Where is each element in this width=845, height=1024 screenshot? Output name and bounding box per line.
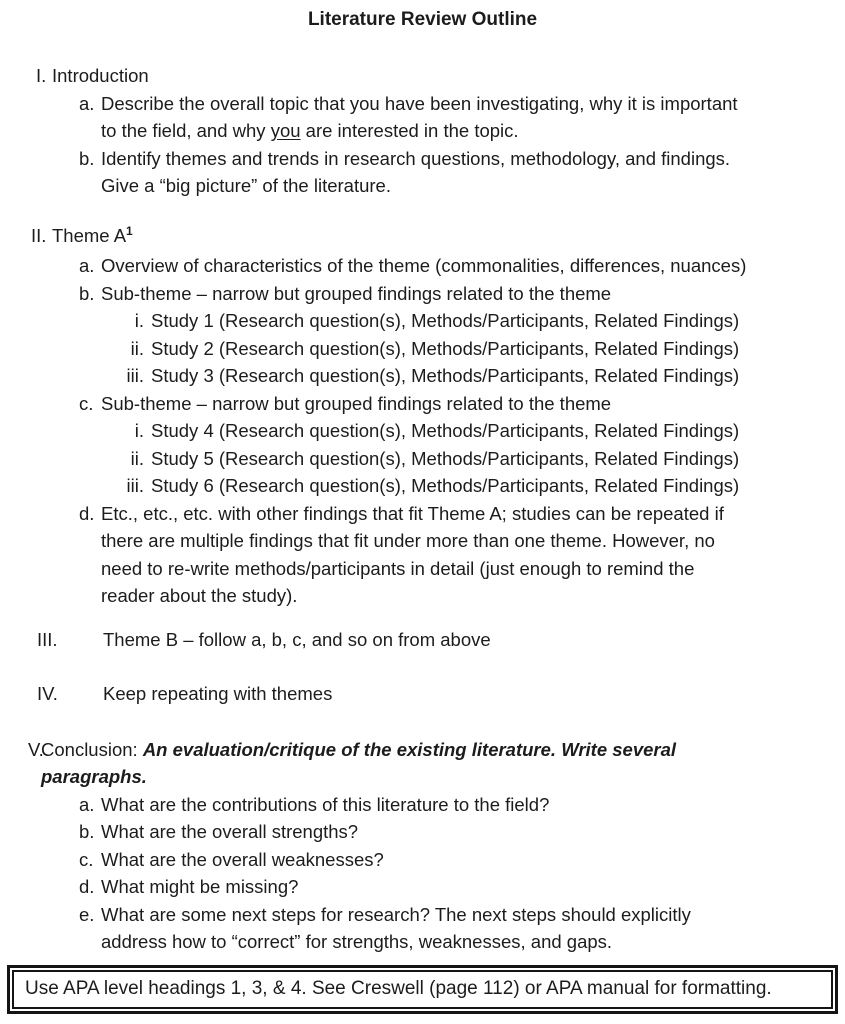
footer-note-box xyxy=(7,965,838,1014)
outline-item-I-a-cont xyxy=(0,117,845,145)
outline-item-II-b-i xyxy=(0,307,845,335)
outline-text: Describe the overall topic that you have been investigating, why it is important xyxy=(101,92,738,114)
outline-text: Give a “big picture” of the literature. xyxy=(101,175,391,196)
outline-text: Etc., etc., etc. with other findings that fit Theme A; studies can be repeated if xyxy=(101,502,724,524)
outline-item-II-b-ii xyxy=(0,335,845,363)
list-marker-III: III. xyxy=(37,628,58,650)
outline-item-II-b-iii xyxy=(0,362,845,390)
footer-note-text: Use APA level headings 1, 3, & 4. See Creswell (page 112) or APA manual for formatting. xyxy=(25,977,772,999)
list-marker-ii: ii. xyxy=(130,337,144,359)
outline-heading-IV: Keep repeating with themes xyxy=(103,683,333,704)
outline-text: Study 5 (Research question(s), Methods/Participants, Related Findings) xyxy=(151,447,740,469)
list-marker-iii: iii. xyxy=(126,365,144,386)
footnote-superscript: 1 xyxy=(126,223,133,238)
list-marker-a: a. xyxy=(79,793,95,815)
list-marker-V: V. xyxy=(28,738,44,760)
outline-text: Study 2 (Research question(s), Methods/Participants, Related Findings) xyxy=(151,337,740,359)
outline-text: What are the contributions of this literature to the field? xyxy=(101,793,550,815)
outline-item-II-c-iii xyxy=(0,472,845,500)
outline-text: Study 6 (Research question(s), Methods/Participants, Related Findings) xyxy=(151,475,740,496)
list-marker-b: b. xyxy=(79,821,95,842)
outline-item-V-d xyxy=(0,873,845,901)
outline-item-II-c-i xyxy=(0,417,845,445)
list-marker-i: i. xyxy=(134,420,144,441)
document-title: Literature Review Outline xyxy=(307,9,538,30)
emphasized-text: An evaluation/critique of the existing literature. Write several xyxy=(142,738,677,760)
outline-text: What are the overall weaknesses? xyxy=(101,848,384,870)
outline-item-V-cont xyxy=(0,763,845,791)
outline-item-II-c xyxy=(0,390,845,418)
outline-item-II-d-cont xyxy=(0,555,845,583)
list-marker-IV: IV. xyxy=(37,683,58,704)
outline-item-V-c xyxy=(0,846,845,874)
list-marker-a: a. xyxy=(79,255,95,276)
outline-text: there are multiple findings that fit under more than one theme. However, no xyxy=(101,530,715,551)
outline-item-II-d xyxy=(0,500,845,528)
list-marker-II: II. xyxy=(31,224,47,246)
list-marker-ii: ii. xyxy=(130,447,144,469)
list-marker-b: b. xyxy=(79,147,95,169)
underlined-text: you xyxy=(270,120,301,141)
outline-text xyxy=(101,117,519,145)
outline-item-V-b xyxy=(0,818,845,846)
text-segment: are interested in the topic. xyxy=(300,120,519,141)
outline-heading-II xyxy=(52,222,133,253)
text-segment: Conclusion: xyxy=(41,738,143,760)
outline-item-II-b xyxy=(0,280,845,308)
list-marker-c: c. xyxy=(79,848,94,870)
outline-heading-I: Introduction xyxy=(52,65,149,86)
outline-text: What might be missing? xyxy=(101,876,299,897)
text-segment: Theme A xyxy=(52,224,127,246)
outline-text: address how to “correct” for strengths, weaknesses, and gaps. xyxy=(101,931,613,952)
outline-text: Sub-theme – narrow but grouped findings related to the theme xyxy=(101,282,612,304)
outline-text: What are the overall strengths? xyxy=(101,821,359,842)
list-marker-a: a. xyxy=(79,92,95,114)
footer-note-inner-border xyxy=(12,970,833,1009)
outline-item-V-a xyxy=(0,791,845,819)
outline-item-V-e xyxy=(0,901,845,929)
list-marker-d: d. xyxy=(79,502,95,524)
outline-text: need to re-write methods/participants in detail (just enough to remind the xyxy=(101,557,695,579)
outline-text: Overview of characteristics of the theme (commonalities, differences, nuances) xyxy=(101,255,747,276)
outline-item-I-b xyxy=(0,145,845,173)
outline-heading-III: Theme B – follow a, b, c, and so on from above xyxy=(103,628,491,650)
outline-text: Sub-theme – narrow but grouped findings related to the theme xyxy=(101,392,612,414)
outline-text: Identify themes and trends in research questions, methodology, and findings. xyxy=(101,147,731,169)
outline-text: reader about the study). xyxy=(101,585,298,606)
outline-item-I-a xyxy=(0,90,845,118)
list-marker-d: d. xyxy=(79,876,95,897)
outline-item-V-e-cont xyxy=(0,928,845,956)
outline-item-II xyxy=(0,222,845,253)
outline-text: Study 3 (Research question(s), Methods/Participants, Related Findings) xyxy=(151,365,740,386)
text-segment: to the field, and why xyxy=(101,120,271,141)
outline-item-II-d-cont xyxy=(0,527,845,555)
outline-heading-V xyxy=(41,736,676,764)
outline-item-IV xyxy=(0,680,845,708)
outline-item-II-d-cont xyxy=(0,582,845,610)
outline-text: Study 1 (Research question(s), Methods/Participants, Related Findings) xyxy=(151,310,740,331)
outline-item-II-c-ii xyxy=(0,445,845,473)
outline-item-III xyxy=(0,626,845,654)
outline-item-I xyxy=(0,62,845,90)
emphasized-text: paragraphs. xyxy=(41,766,147,787)
list-marker-b: b. xyxy=(79,282,95,304)
outline-item-I-b-cont xyxy=(0,172,845,200)
outline-item-II-a xyxy=(0,252,845,280)
list-marker-e: e. xyxy=(79,903,95,925)
list-marker-c: c. xyxy=(79,392,94,414)
list-marker-iii: iii. xyxy=(126,475,144,496)
list-marker-i: i. xyxy=(134,310,144,331)
outline-text: Study 4 (Research question(s), Methods/Participants, Related Findings) xyxy=(151,420,740,441)
list-marker-I: I. xyxy=(36,65,47,86)
outline-text: What are some next steps for research? The next steps should explicitly xyxy=(101,903,691,925)
outline-item-V xyxy=(0,736,845,764)
